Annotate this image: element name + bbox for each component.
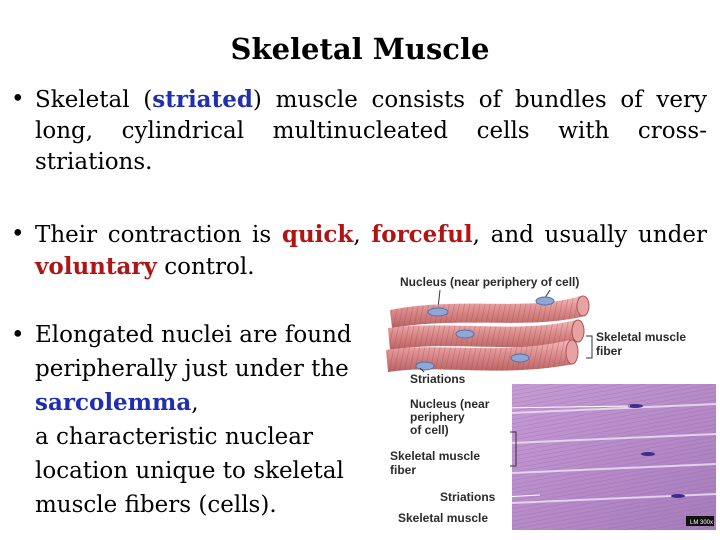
label-nucleus-side-1: Nucleus (near [410, 397, 490, 411]
bullet-dot: • [11, 322, 25, 348]
label-striations-top: Striations [410, 372, 466, 386]
fiber-3-end [566, 340, 578, 364]
label-sm-fiber-2: fiber [390, 463, 417, 477]
bullet-dot: • [11, 86, 25, 112]
label-nucleus-side-3: of cell) [410, 423, 449, 437]
fiber-bracket [586, 336, 592, 358]
bullet-striated [11, 84, 707, 178]
fiber-1-striations [390, 296, 585, 328]
bullet-text: , [353, 222, 372, 248]
bullet-text: Elongated nuclei are found peripherally just under the [35, 322, 352, 382]
muscle-fibers [386, 296, 589, 372]
label-fiber-line2: fiber [596, 344, 623, 358]
bullet-text: Their contraction is [35, 222, 282, 248]
bullet-nuclei [11, 318, 365, 522]
nucleus-4 [416, 362, 434, 370]
bullet-text: , and usually under [472, 222, 707, 248]
figure-caption: Skeletal muscle [398, 511, 489, 525]
scale-stamp: LM 300x [690, 520, 714, 526]
muscle-illustration [380, 268, 716, 530]
nucleus-5 [511, 354, 529, 362]
bullet-text: Skeletal ( [35, 87, 153, 113]
label-nucleus-top: Nucleus (near periphery of cell) [400, 275, 580, 289]
label-striations-bottom: Striations [440, 490, 496, 504]
emphasis-voluntary: voluntary [35, 253, 157, 280]
nucleus-3 [456, 330, 474, 338]
label-fiber-line1: Skeletal muscle [596, 330, 687, 344]
bullet-text: a characteristic nuclear location unique to skeletal muscle fibers (cells). [35, 424, 344, 518]
emphasis-quick: quick [281, 221, 354, 248]
emphasis-forceful: forceful [371, 221, 473, 248]
emphasis-sarcolemma: sarcolemma [35, 389, 192, 416]
micro-nucleus [671, 494, 685, 498]
bullet-text: control. [156, 254, 255, 280]
nucleus-1 [428, 308, 448, 316]
skeletal-muscle-figure [380, 268, 716, 530]
slide-title: Skeletal Muscle [230, 32, 490, 66]
emphasis-striated: striated [152, 86, 253, 113]
bullet-dot: • [11, 221, 25, 247]
fiber-1-end [577, 296, 589, 316]
nucleus-2 [536, 297, 554, 305]
fiber-2-end [572, 320, 584, 342]
bullet-text: ) muscle consists of bundles of very long, cylindrical multinucleated cells with cross-striations. [35, 87, 707, 175]
label-sm-fiber-1: Skeletal muscle [390, 449, 481, 463]
bullet-text: , [191, 390, 199, 416]
label-nucleus-side-2: periphery [410, 410, 465, 424]
micro-nucleus [641, 452, 655, 456]
